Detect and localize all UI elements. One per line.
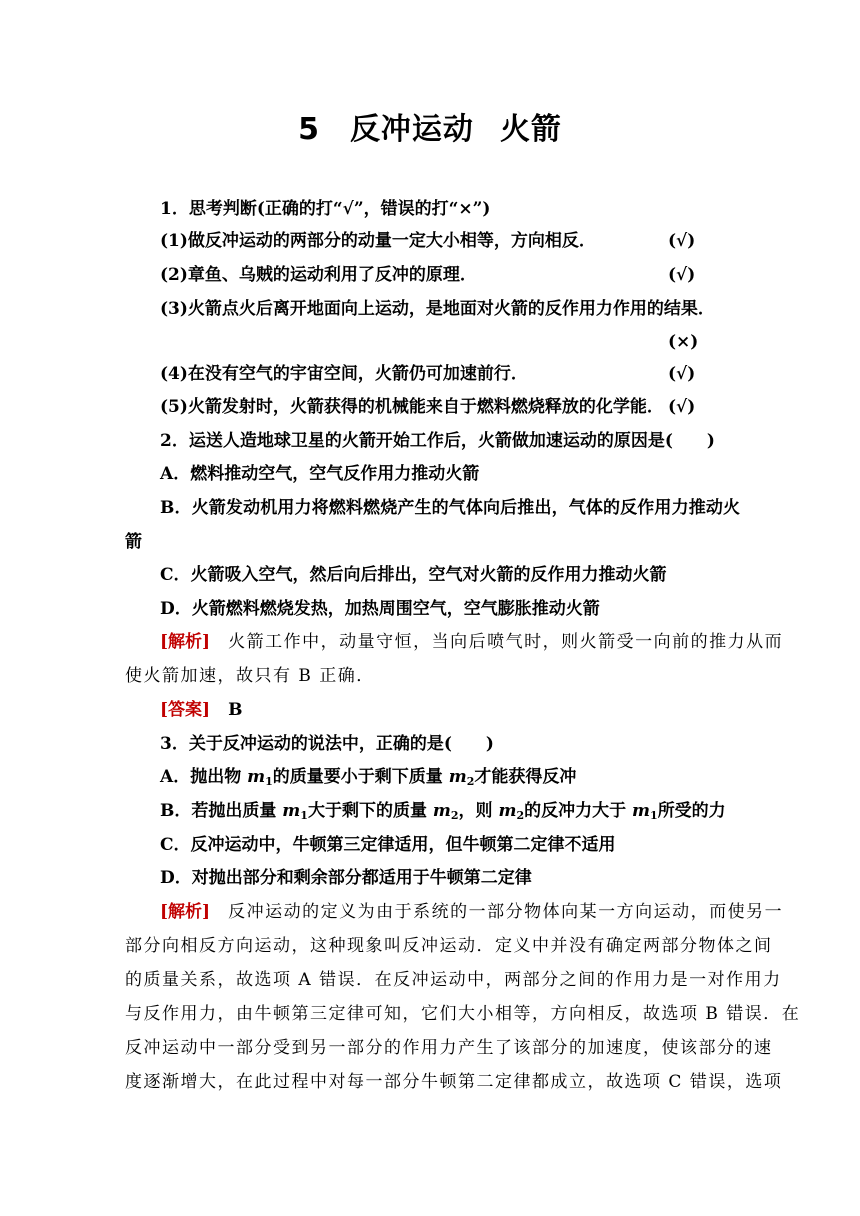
q2-option-c: C．火箭吸入空气，然后向后排出，空气对火箭的反作用力推动火箭 — [160, 565, 667, 585]
q1-item-5 — [160, 395, 740, 419]
var-m: m — [632, 801, 651, 821]
q1-item-2 — [160, 263, 740, 287]
var-m: m — [247, 767, 266, 787]
q3-option-b-mid-2: ，则 — [458, 801, 499, 821]
q1-item-1 — [160, 229, 740, 253]
q3-analysis-line-2: 部分向相反方向运动，这种现象叫反冲运动．定义中并没有确定两部分物体之间 — [125, 936, 773, 956]
q3-analysis-line-6: 度逐渐增大，在此过程中对每一部分牛顿第二定律都成立，故选项 C 错误，选项 — [125, 1072, 783, 1092]
section-number: 5 — [298, 112, 320, 147]
q3-option-b-mid-1: 大于剩下的质量 — [307, 801, 433, 821]
q1-item-3-text: (3)火箭点火后离开地面向上运动，是地面对火箭的反作用力作用的结果． — [160, 299, 715, 319]
q1-item-4-mark: (√) — [668, 364, 696, 384]
q2-option-b-line-1: B．火箭发动机用力将燃料燃烧产生的气体向后推出，气体的反作用力推动火 — [160, 498, 740, 518]
sub-2: 2 — [466, 775, 475, 788]
page-title — [0, 104, 860, 148]
q1-item-4-text: (4)在没有空气的宇宙空间，火箭仍可加速前行． — [160, 364, 528, 384]
q2-stem: 2．运送人造地球卫星的火箭开始工作后，火箭做加速运动的原因是( ) — [160, 431, 715, 451]
q1-head: 1．思考判断(正确的打“√”，错误的打“×”) — [160, 199, 491, 219]
q2-analysis-tag: [解析] — [160, 632, 211, 652]
sub-1: 1 — [265, 775, 273, 788]
q3-analysis-line-5: 反冲运动中一部分受到另一部分的作用力产生了该部分的加速度，使该部分的速 — [125, 1038, 773, 1058]
q3-option-b — [160, 799, 740, 823]
q2-option-d: D．火箭燃料燃烧发热，加热周围空气，空气膨胀推动火箭 — [160, 599, 600, 619]
q2-answer-value: B — [228, 700, 243, 720]
sub-1: 1 — [300, 809, 308, 822]
title-part-1: 反冲运动 — [349, 112, 474, 147]
q3-analysis-tag: [解析] — [160, 902, 211, 922]
q1-item-5-mark: (√) — [668, 397, 696, 417]
q1-item-2-mark: (√) — [668, 265, 696, 285]
q1-item-3-mark: (×) — [668, 332, 699, 352]
q3-option-b-mid-3: 的反冲力大于 — [524, 801, 633, 821]
sub-2: 2 — [516, 809, 525, 822]
sub-1: 1 — [650, 809, 658, 822]
q2-answer — [160, 698, 740, 722]
q2-analysis-line-1 — [160, 630, 784, 654]
q3-option-c: C．反冲运动中，牛顿第三定律适用，但牛顿第二定律不适用 — [160, 835, 616, 855]
q2-analysis-text-1: 火箭工作中，动量守恒，当向后喷气时，则火箭受一向前的推力从而 — [228, 632, 784, 652]
var-m: m — [498, 801, 517, 821]
var-m: m — [432, 801, 451, 821]
q3-analysis-text-1: 反冲运动的定义为由于系统的一部分物体向某一方向运动，而使另一 — [228, 902, 784, 922]
q3-option-a-mid: 的质量要小于剩下质量 — [272, 767, 449, 787]
q3-option-a-post: 才能获得反冲 — [474, 767, 577, 787]
q2-analysis-line-2: 使火箭加速，故只有 B 正确． — [125, 666, 375, 686]
var-m: m — [282, 801, 301, 821]
q3-stem: 3．关于反冲运动的说法中，正确的是( ) — [160, 734, 494, 754]
q3-analysis-line-4: 与反作用力，由牛顿第三定律可知，它们大小相等，方向相反，故选项 B 错误．在 — [125, 1004, 801, 1024]
var-m: m — [448, 767, 467, 787]
q1-item-1-mark: (√) — [668, 231, 696, 251]
q1-item-2-text: (2)章鱼、乌贼的运动利用了反冲的原理． — [160, 265, 477, 285]
q1-item-1-text: (1)做反冲运动的两部分的动量一定大小相等，方向相反． — [160, 231, 596, 251]
sub-2: 2 — [450, 809, 459, 822]
q1-item-4 — [160, 362, 740, 386]
q1-item-3-mark-line — [160, 330, 740, 354]
title-part-2: 火箭 — [499, 112, 562, 147]
q2-option-a: A．燃料推动空气，空气反作用力推动火箭 — [160, 464, 480, 484]
q2-answer-tag: [答案] — [160, 700, 211, 720]
q3-option-a — [160, 765, 740, 789]
q3-option-b-pre: B．若抛出质量 — [160, 801, 283, 821]
q3-option-b-post: 所受的力 — [657, 801, 726, 821]
q1-item-3 — [160, 297, 740, 321]
q3-analysis-line-1 — [160, 900, 784, 924]
q2-option-b-line-2: 箭 — [125, 532, 142, 552]
q3-analysis-line-3: 的质量关系，故选项 A 错误．在反冲运动中，两部分之间的作用力是一对作用力 — [125, 970, 782, 990]
q3-option-a-pre: A．抛出物 — [160, 767, 248, 787]
q1-item-5-text: (5)火箭发射时，火箭获得的机械能来自于燃料燃烧释放的化学能． — [160, 397, 664, 417]
q3-option-d: D．对抛出部分和剩余部分都适用于牛顿第二定律 — [160, 868, 532, 888]
